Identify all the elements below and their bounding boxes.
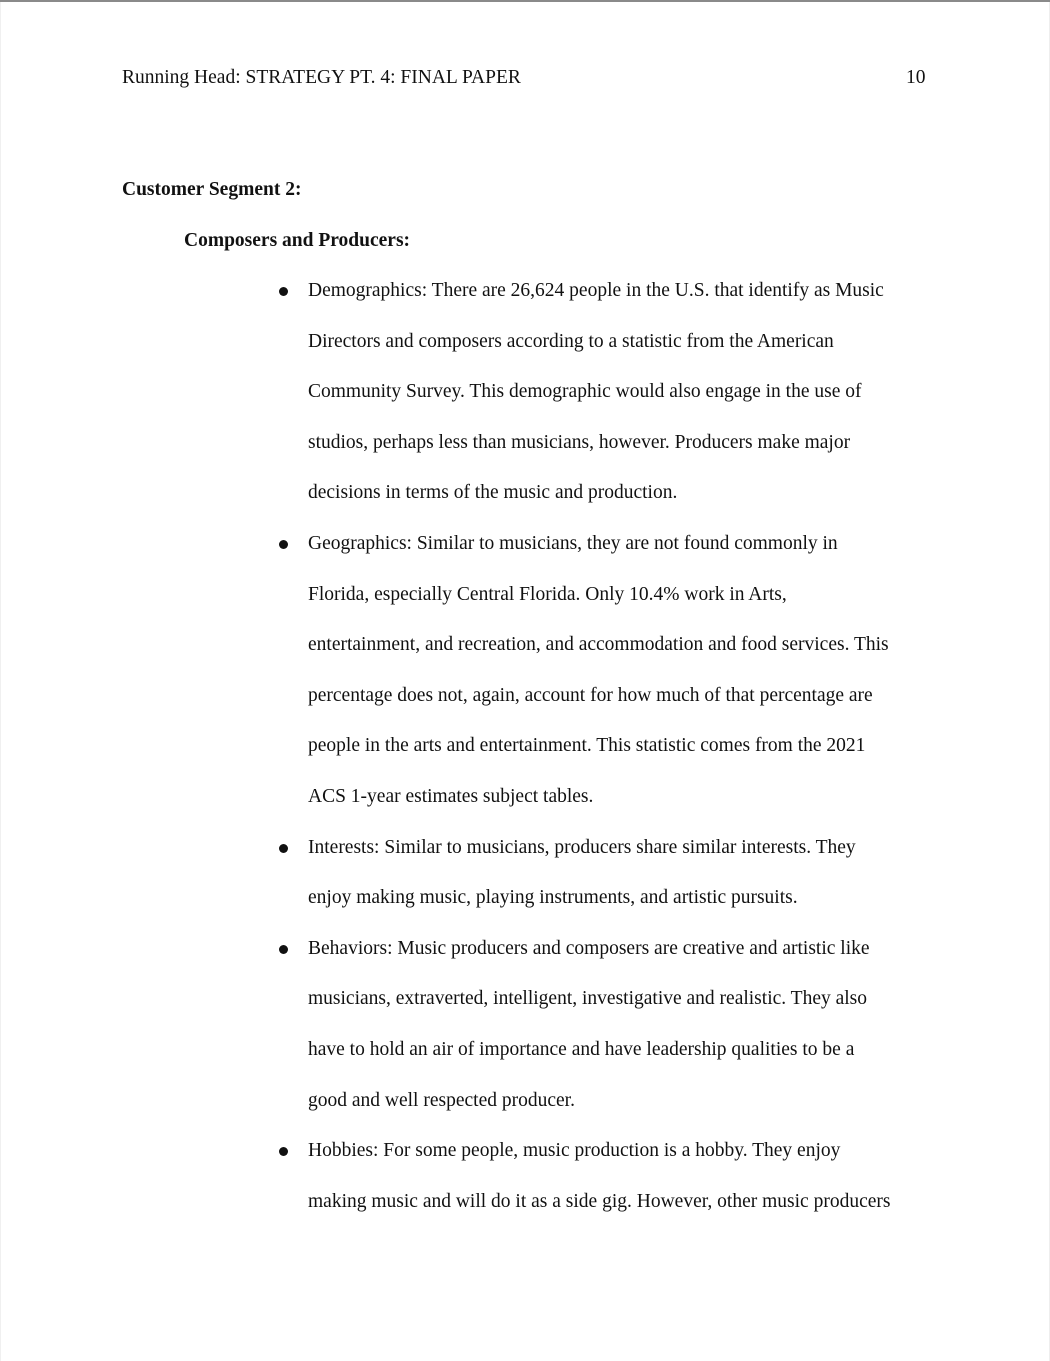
bullet-list (0, 266, 1050, 1227)
text-line: Interests: Similar to musicians, producers share similar interests. They (308, 836, 856, 858)
text-line: studios, perhaps less than musicians, however. Producers make major (308, 431, 851, 453)
text-line: musicians, extraverted, intelligent, investigative and realistic. They also (308, 988, 868, 1010)
bullet-icon (279, 844, 288, 853)
running-head: Running Head: STRATEGY PT. 4: FINAL PAPER (122, 67, 521, 88)
bullet-item-behaviors (0, 924, 1050, 1126)
text-line: percentage does not, again, account for how much of that percentage are (308, 684, 873, 706)
bullet-text (308, 266, 1050, 519)
text-line: Hobbies: For some people, music production is a hobby. They enjoy (308, 1140, 841, 1162)
text-line: Community Survey. This demographic would also engage in the use of (308, 381, 862, 403)
bullet-text (308, 1126, 1050, 1227)
text-line: enjoy making music, playing instruments, and artistic pursuits. (308, 887, 798, 909)
bullet-item-hobbies (0, 1126, 1050, 1227)
bullet-item-demographics (0, 266, 1050, 519)
bullet-item-interests (0, 823, 1050, 924)
text-line: ACS 1-year estimates subject tables. (308, 785, 594, 807)
bullet-text (308, 924, 1050, 1126)
bullet-icon (279, 540, 288, 549)
text-line: decisions in terms of the music and production. (308, 482, 678, 504)
text-line: Directors and composers according to a statistic from the American (308, 330, 834, 352)
text-line: entertainment, and recreation, and accommodation and food services. This (308, 634, 889, 656)
text-line: Florida, especially Central Florida. Only 10.4% work in Arts, (308, 583, 787, 605)
section-heading: Customer Segment 2: (122, 179, 302, 200)
text-line: have to hold an air of importance and have leadership qualities to be a (308, 1038, 855, 1060)
bullet-item-geographics (0, 519, 1050, 823)
text-line: people in the arts and entertainment. This statistic comes from the 2021 (308, 735, 866, 757)
page-number: 10 (906, 67, 926, 88)
bullet-text (308, 823, 1050, 924)
text-line: Demographics: There are 26,624 people in the U.S. that identify as Music (308, 280, 884, 301)
bullet-icon (279, 287, 288, 296)
section-subheading: Composers and Producers: (184, 230, 411, 251)
text-line: Behaviors: Music producers and composers are creative and artistic like (308, 937, 870, 959)
text-line: making music and will do it as a side gig. However, other music producers (308, 1190, 891, 1212)
bullet-text (308, 519, 1050, 823)
text-line: good and well respected producer. (308, 1089, 575, 1111)
top-border (0, 0, 1050, 2)
bullet-icon (279, 1147, 288, 1156)
bullet-icon (279, 945, 288, 954)
text-line: Geographics: Similar to musicians, they are not found commonly in (308, 532, 838, 554)
